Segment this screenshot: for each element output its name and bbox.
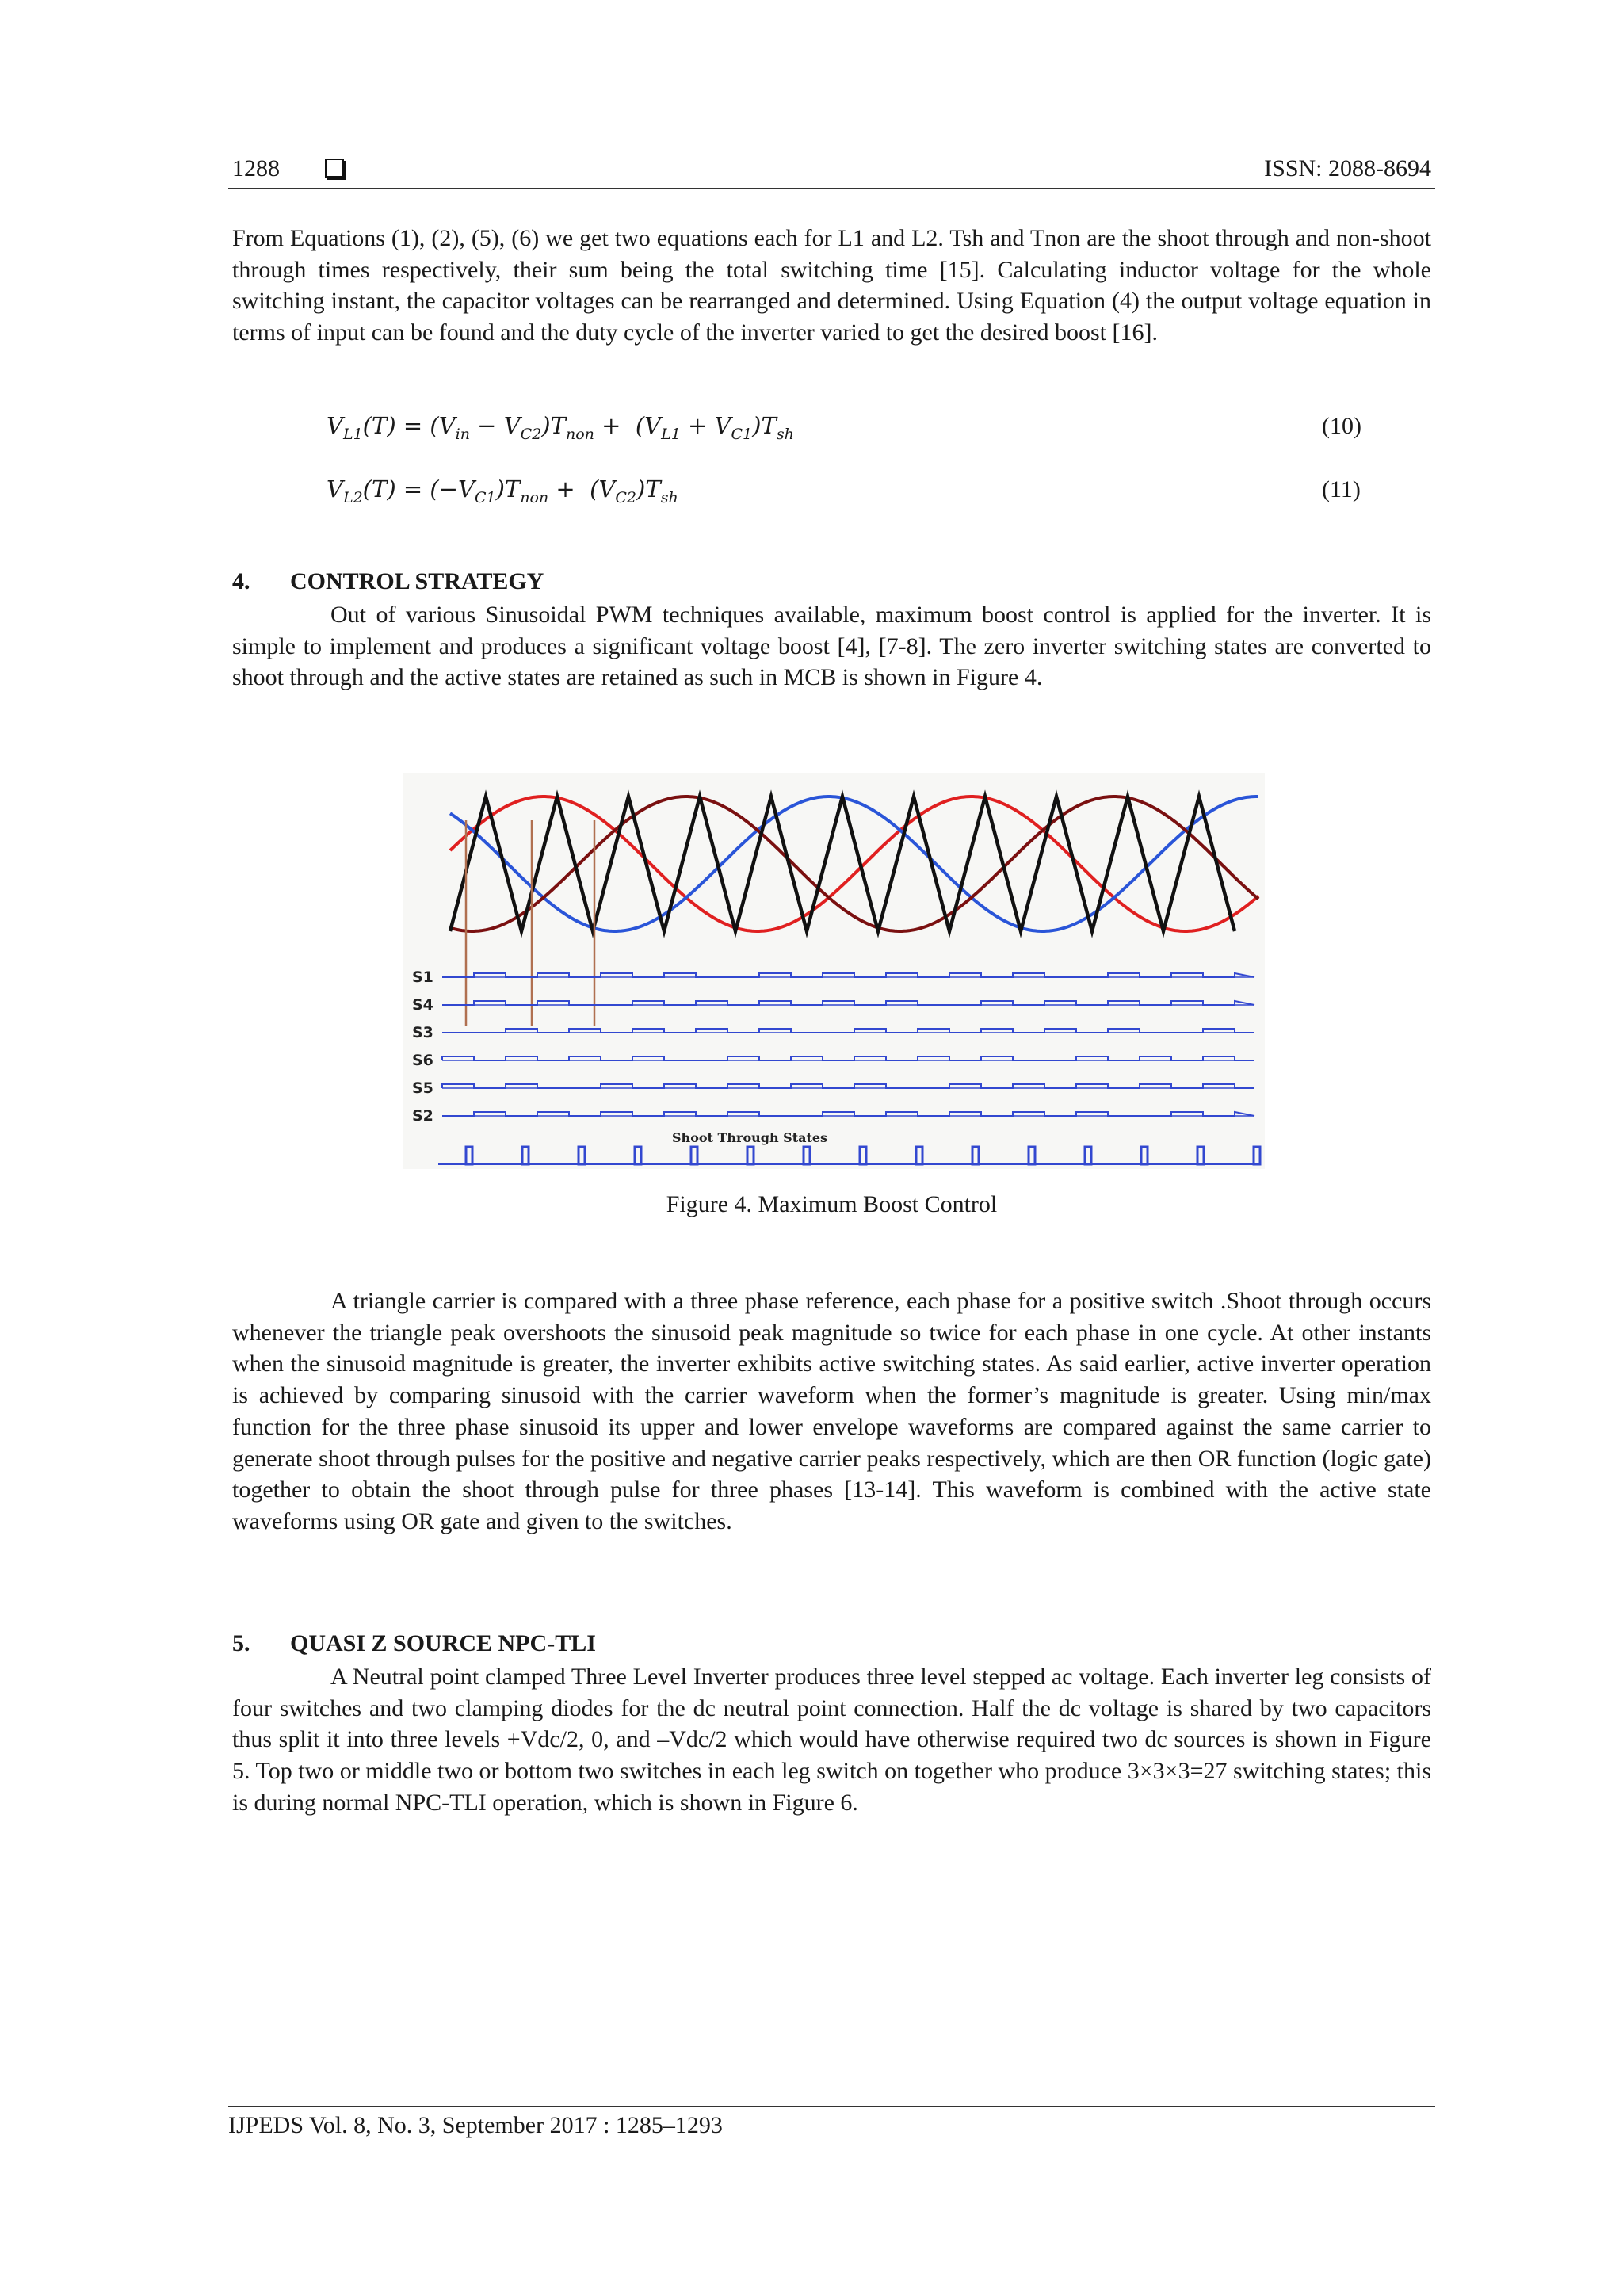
section-title: CONTROL STRATEGY: [290, 568, 544, 594]
header-rule: [228, 188, 1435, 189]
footer-citation: IJPEDS Vol. 8, No. 3, September 2017 : 1285–1293: [228, 2112, 723, 2138]
paragraph: From Equations (1), (2), (5), (6) we get two equations each for L1 and L2. Tsh and Tnon are the shoot through and non-shoot through times respectively, their sum being the total switching time [15]. Calculating inductor voltage for the whole switching instant, the capacitor voltages can be rearranged and determined. Using Equation (4) the output voltage equation in terms of input can be found and the duty cycle of the inverter varied to get the desired boost [16].: [232, 225, 1431, 346]
switch-label: S6: [412, 1052, 433, 1069]
section-title: QUASI Z SOURCE NPC-TLI: [290, 1630, 596, 1656]
equation-11: $V_{L2}(T) = (-V_{C1})T_{non} + (V_{C2})T_{sh}$: [327, 476, 678, 506]
switch-label: S2: [412, 1107, 433, 1125]
switch-label: S1: [412, 968, 433, 986]
paragraph: Out of various Sinusoidal PWM techniques available, maximum boost control is applied for the inverter. It is simple to implement and produces a significant voltage boost [4], [7-8]. The zero inverter switching states are converted to shoot through and the active states are retained as such in MCB is shown in Figure 4.: [232, 602, 1431, 691]
equation-number: (11): [1322, 476, 1361, 502]
section-number: 5.: [232, 1630, 250, 1656]
footer-rule: [228, 2106, 1435, 2107]
switch-label: S4: [412, 996, 433, 1014]
page-number: 1288: [232, 155, 280, 181]
equation-10: $V_{L1}(T) = (V_{in} - V_{C2})T_{non} + (V_{L1} + V_{C1})T_{sh}$: [327, 412, 794, 443]
switch-label: S3: [412, 1024, 433, 1041]
section-number: 4.: [232, 568, 250, 594]
paragraph: A Neutral point clamped Three Level Inverter produces three level stepped ac voltage. Each inverter leg consists of four switches and two clamping diodes for the dc neutral point connection. Half the dc voltage is shared by two capacitors thus split it into three levels +Vdc/2, 0, and –Vdc/2 which would have otherwise required two dc sources is shown in Figure 5. Top two or middle two or bottom two switches in each leg switch on together who produce 3×3×3=27 switching states; this is during normal NPC-TLI operation, which is shown in Figure 6.: [232, 1664, 1431, 1816]
equation-number: (10): [1322, 413, 1361, 439]
figure-caption: Figure 4. Maximum Boost Control: [666, 1191, 998, 1217]
figure-4: [403, 773, 1265, 1169]
maximum-boost-control-diagram: [403, 773, 1265, 1169]
switch-label: S5: [412, 1079, 433, 1097]
shoot-through-label: Shoot Through States: [672, 1130, 828, 1145]
paragraph: A triangle carrier is compared with a three phase reference, each phase for a positive switch .Shoot through occurs whenever the triangle peak overshoots the sinusoid peak magnitude so twice for each phase in one cycle. At other instants when the sinusoid magnitude is greater, the inverter exhibits active switching states. As said earlier, active inverter operation is achieved by comparing sinusoid with the carrier waveform when the former’s magnitude is greater. Using min/max function for the three phase sinusoid its upper and lower envelope waveforms are compared against the same carrier to generate shoot through pulses for the positive and negative carrier peaks respectively, which are then OR function (logic gate) together to obtain the shoot through pulse for three phases [13-14]. This waveform is combined with the active state waveforms using OR gate and given to the switches.: [232, 1288, 1431, 1534]
square-icon: [325, 159, 344, 178]
issn: ISSN: 2088-8694: [1264, 155, 1431, 181]
